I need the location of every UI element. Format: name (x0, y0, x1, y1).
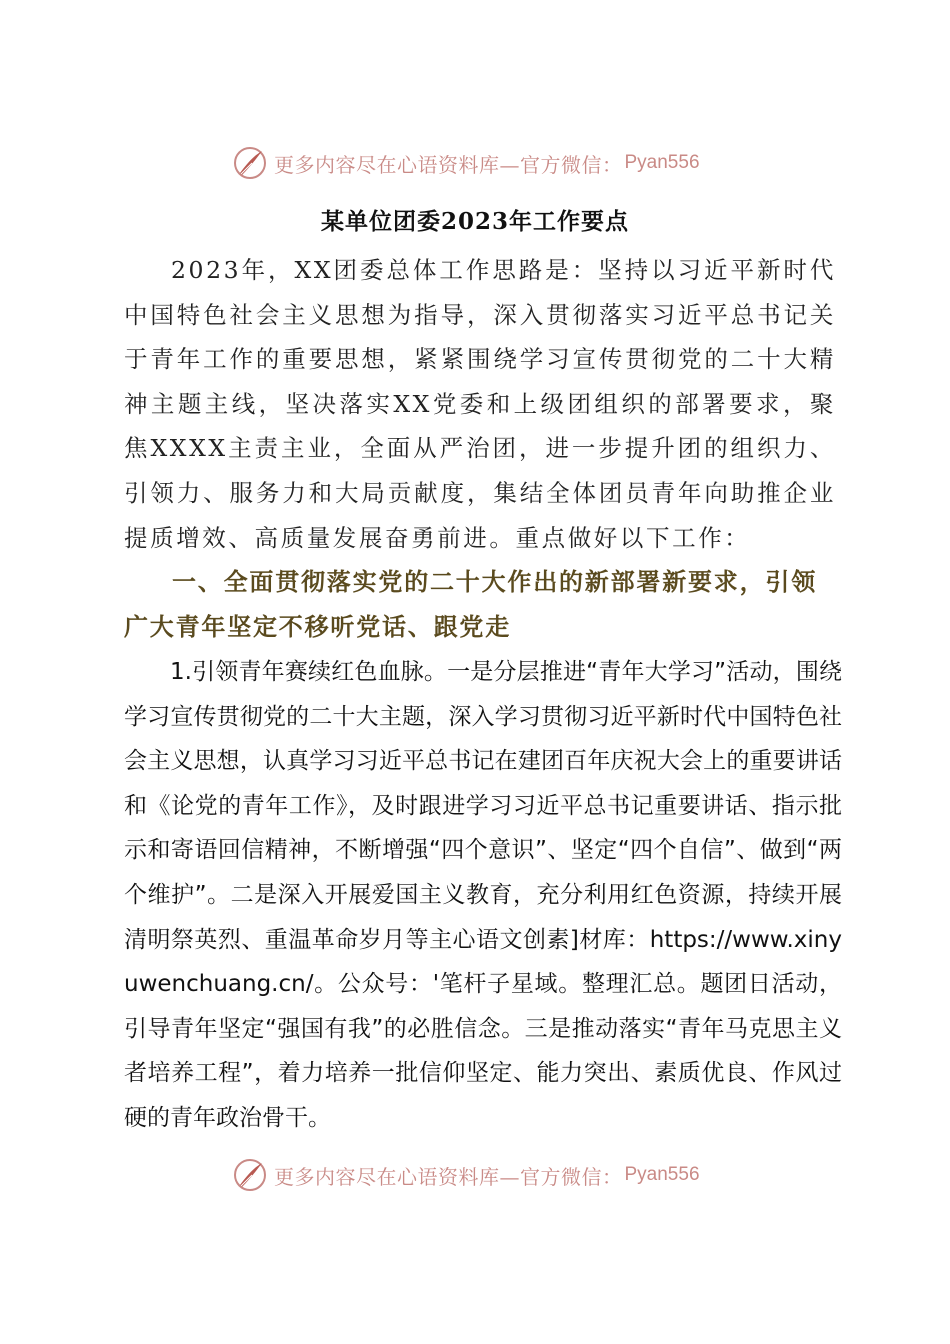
watermark-header (232, 143, 752, 183)
watermark-text: 更多内容尽在心语资料库—官方微信： (274, 1164, 623, 1189)
intro-paragraph: 2023年，XX团委总体工作思路是：坚持以习近平新时代中国特色社会主义思想为指导，深入贯彻落实习近平总书记关于青年工作的重要思想，紧紧围绕学习宣传贯彻党的二十大精神主题主线，坚决落实XX党委和上级团组织的部署要求，聚焦XXXX主责主业，全面从严治团，进一步提升团的组织力、引领力、服务力和大局贡献度，集结全体团员青年向助推企业提质增效、高质量发展奋勇前进。重点做好以下工作： (124, 256, 836, 552)
watermark-id: Pyan556 (624, 152, 700, 173)
section-heading: 一、全面贯彻落实党的二十大作出的新部署新要求，引领广大青年坚定不移听党话、跟党走 (124, 567, 817, 641)
document-title: 某单位团委2023年工作要点 (320, 208, 629, 235)
watermark-text: 更多内容尽在心语资料库—官方微信： (274, 152, 623, 177)
quill-pen-icon (232, 145, 268, 181)
body-paragraph: 1.引领青年赛续红色血脉。一是分层推进“青年大学习”活动，围绕学习宣传贯彻党的二十大主题，深入学习贯彻习近平新时代中国特色社会主义思想，认真学习习近平总书记在建团百年庆祝大会上的重要讲话和《论党的青年工作》，及时跟进学习习近平总书记重要讲话、指示批示和寄语回信精神，不断增强“四个意识”、坚定“四个自信”、做到“两个维护”。二是深入开展爱国主义教育，充分利用红色资源，持续开展清明祭英烈、重温革命岁月等主心语文创素]材库：https://www.xinyuwenchuang.cn/。公众号：'笔杆子星域。整理汇总。题团日活动，引导青年坚定“强国有我”的必胜信念。三是推动落实“青年马克思主义者培养工程”，着力培养一批信仰坚定、能力突出、素质优良、作风过硬的青年政治骨干。 (124, 659, 842, 1131)
quill-pen-icon (232, 1157, 268, 1193)
watermark-id: Pyan556 (624, 1164, 700, 1185)
watermark-footer (232, 1155, 752, 1195)
